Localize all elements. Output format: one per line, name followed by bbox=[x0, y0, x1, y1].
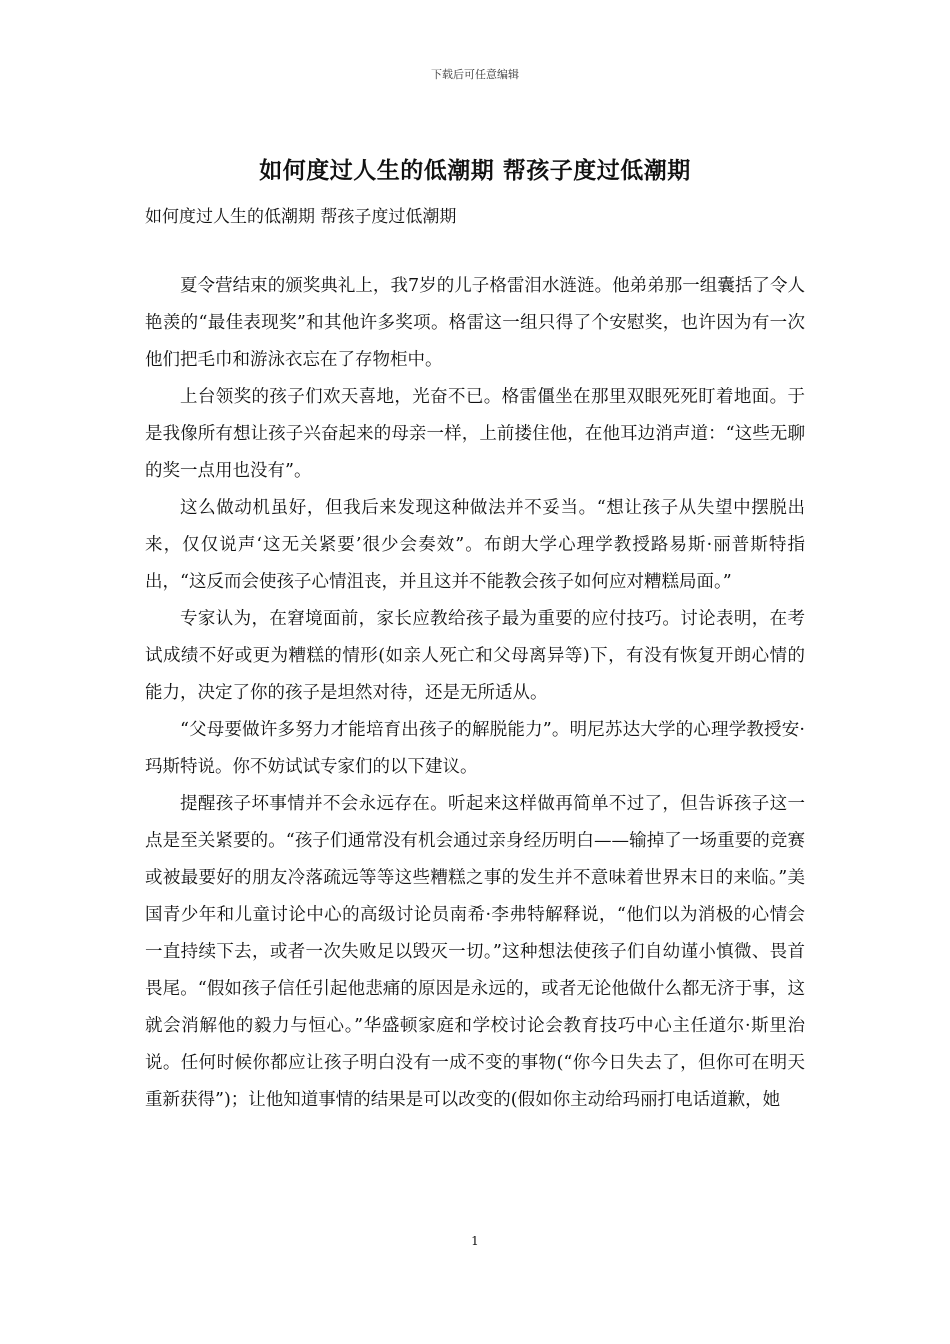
page-number: 1 bbox=[471, 1234, 479, 1248]
document-title: 如何度过人生的低潮期 帮孩子度过低潮期 bbox=[259, 157, 691, 184]
paragraph: 专家认为，在窘境面前，家长应教给孩子最为重要的应付技巧。讨论表明，在考试成绩不好或更为糟糕的情形(如亲人死亡和父母离异等)下，有没有恢复开朗心情的能力，决定了你的孩子是坦然对待，还是无所适从。 bbox=[145, 609, 805, 703]
paragraph: 夏令营结束的颁奖典礼上，我7岁的儿子格雷泪水涟涟。他弟弟那一组囊括了令人艳羡的“最佳表现奖”和其他许多奖项。格雷这一组只得了个安慰奖，也许因为有一次他们把毛巾和游泳衣忘在了存物柜中。 bbox=[145, 276, 805, 370]
document-body bbox=[145, 268, 805, 1119]
page-header-note: 下载后可任意编辑 bbox=[431, 68, 519, 81]
document-subtitle: 如何度过人生的低潮期 帮孩子度过低潮期 bbox=[145, 207, 457, 227]
paragraph: 提醒孩子坏事情并不会永远存在。听起来这样做再简单不过了，但告诉孩子这一点是至关紧要的。“孩子们通常没有机会通过亲身经历明白——输掉了一场重要的竞赛或被最要好的朋友冷落疏远等等这些糟糕之事的发生并不意味着世界末日的来临。”美国青少年和儿童讨论中心的高级讨论员南希·李弗特解释说，“他们以为消极的心情会一直持续下去，或者一次失败足以毁灭一切。”这种想法使孩子们自幼谨小慎微、畏首畏尾。“假如孩子信任引起他悲痛的原因是永远的，或者无论他做什么都无济于事，这就会消解他的毅力与恒心。”华盛顿家庭和学校讨论会教育技巧中心主任道尔·斯里治说。任何时候你都应让孩子明白没有一成不变的事物(“你今日失去了，但你可在明天重新获得”)；让他知道事情的结果是可以改变的(假如你主动给玛丽打电话道歉，她 bbox=[145, 794, 805, 1110]
paragraph: “父母要做许多努力才能培育出孩子的解脱能力”。明尼苏达大学的心理学教授安·玛斯特说。你不妨试试专家们的以下建议。 bbox=[145, 720, 805, 777]
paragraph: 这么做动机虽好，但我后来发现这种做法并不妥当。“想让孩子从失望中摆脱出来，仅仅说声‘这无关紧要’很少会奏效”。布朗大学心理学教授路易斯·丽普斯特指出，“这反而会使孩子心情沮丧，并且这并不能教会孩子如何应对糟糕局面。” bbox=[145, 498, 805, 592]
paragraph: 上台领奖的孩子们欢天喜地，光奋不已。格雷僵坐在那里双眼死死盯着地面。于是我像所有想让孩子兴奋起来的母亲一样，上前搂住他，在他耳边消声道：“这些无聊的奖一点用也没有”。 bbox=[145, 387, 805, 481]
